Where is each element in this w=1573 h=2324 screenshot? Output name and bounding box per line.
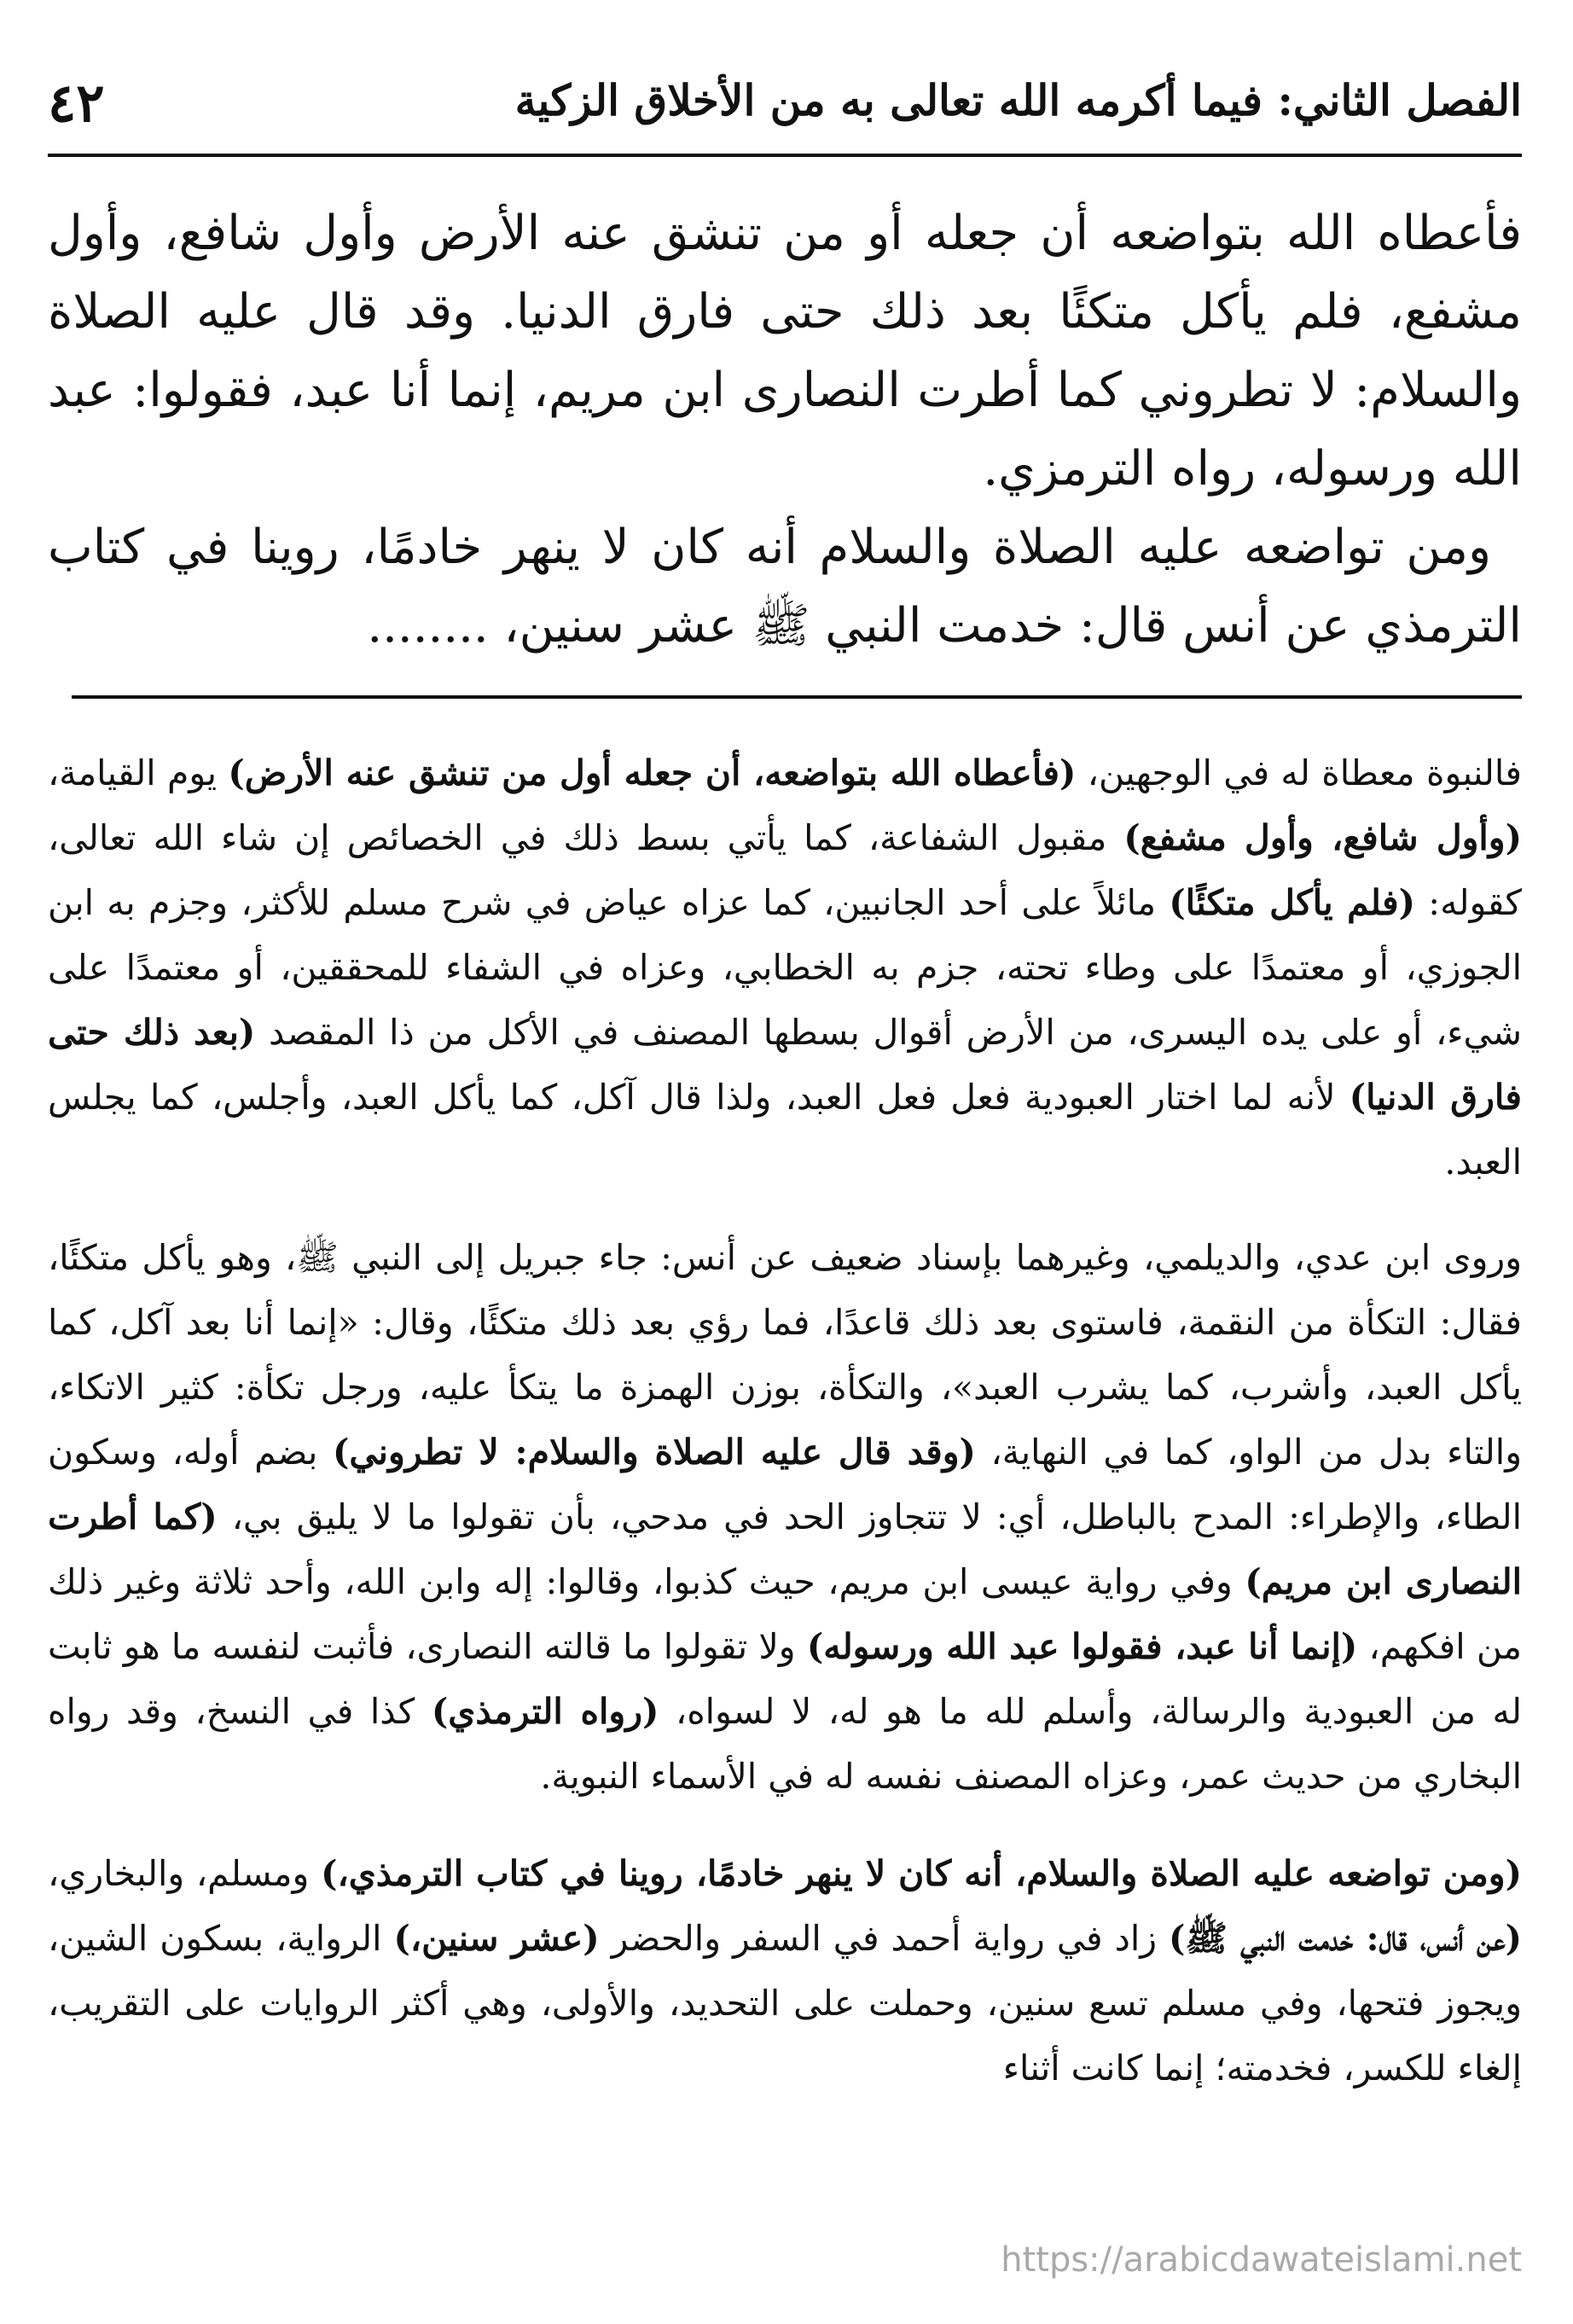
main-text-p1: فأعطاه الله بتواضعه أن جعله أو من تنشق عنه الأرض وأول شافع، وأول مشفع، فلم يأكل متكئًا بعد ذلك حتى فارق الدنيا. وقد قال عليه الصلاة والسلام: لا تطروني كما أطرت النصارى ابن مريم، إنما أنا عبد، فقولوا: عبد الله ورسوله، رواه الترمزي. (48, 206, 1522, 497)
commentary-segment: الرواية، بسكون الشين، ويجوز فتحها، وفي مسلم تسع سنين، وحملت على التحديد، والأولى، وهي أكثر الروايات على التقريب، إلغاء للكسر، فخدمته؛ إنما كانت أثناء (48, 1918, 1522, 2089)
commentary-paragraph (48, 1225, 1522, 1809)
main-text (48, 195, 1522, 665)
watermark-url: https://arabicdawateislami.net (1001, 2240, 1522, 2280)
commentary-segment: فالنبوة معطاة له في الوجهين، (1076, 752, 1522, 793)
separator-line (72, 695, 1522, 699)
quoted-main-text: (رواه الترمذي) (431, 1691, 659, 1732)
commentary-segment: وروى ابن عدي، والديلمي، وغيرهما بإسناد ضعيف عن أنس: جاء جبريل إلى النبي ﷺ، وهو يأكل متكئًا، فقال: التكأة من النقمة، فاستوى بعد ذلك قاعدًا، فما رؤي بعد ذلك متكئًا، وقال: «إنما أنا بعد آكل، كما يأكل العبد، وأشرب، كما يشرب العبد»، والتكأة، بوزن الهمزة ما يتكأ عليه، ورجل تكأة: كثير الاتكاء، والتاء بدل من الواو، كما في النهاية، (48, 1237, 1523, 1473)
commentary-segment: مقبول الشفاعة، كما يأتي بسط ذلك في الخصائص إن شاء الله تعالى، كقوله: (48, 817, 1522, 923)
quoted-main-text: (وقد قال عليه الصلاة والسلام: لا تطروني) (332, 1432, 976, 1473)
commentary-segment: وفي رواية عيسى ابن مريم، حيث كذبوا، وقالوا: إله وابن الله، وأحد ثلاثة وغير ذلك من افكهم، (48, 1561, 1522, 1667)
commentary-paragraph (48, 1841, 1522, 2100)
quoted-main-text: (فلم يأكل متكئًا) (1169, 882, 1415, 923)
commentary-segment: مائلاً على أحد الجانبين، كما عزاه عياض في شرح مسلم للأكثر، وجزم به ابن الجوزي، أو معتمدًا على وطاء تحته، جزم به الخطابي، وعزاه في الشفاء للمحققين، أو معتمدًا على شيء، أو على يده اليسرى، من الأرض أقوال بسطها المصنف في الأكل من ذا المقصد (48, 882, 1522, 1053)
commentary-segment: ولا تقولوا ما قالته النصارى، فأثبت لنفسه ما هو ثابت له من العبودية والرسالة، وأسلم لله ما هو له، لا لسواه، (48, 1626, 1522, 1732)
commentary-segment: بضم أوله، وسكون الطاء، والإطراء: المدح بالباطل، أي: لا تتجاوز الحد في مدحي، بأن تقولوا ما لا يليق بي، (48, 1432, 1523, 1537)
commentary-segment: ومسلم، والبخاري، (48, 1853, 322, 1894)
quoted-main-text: (ومن تواضعه عليه الصلاة والسلام، أنه كان لا ينهر خادمًا، روينا في كتاب الترمذي،) (321, 1853, 1522, 1894)
quoted-main-text: (عن أنس، قال: خدمت النبي ﷺ) (1169, 1918, 1523, 1959)
commentary-text (48, 741, 1522, 2133)
commentary-segment: يوم القيامة، (48, 752, 229, 793)
quoted-main-text: (وأول شافع، وأول مشفع) (1123, 817, 1522, 858)
commentary-segment: كذا في النسخ، وقد رواه البخاري من حديث عمر، وعزاه المصنف نفسه له في الأسماء النبوية. (48, 1691, 1522, 1797)
commentary-paragraph (48, 741, 1522, 1194)
quoted-main-text: (بعد ذلك حتى فارق الدنيا) (48, 1012, 1522, 1118)
quoted-main-text: (كما أطرت النصارى ابن مريم) (48, 1496, 1522, 1602)
commentary-segment: لأنه لما اختار العبودية فعل فعل العبد، ولذا قال آكل، كما يأكل العبد، وأجلس، كما يجلس العبد. (48, 1077, 1522, 1182)
page-number: ٤٢ (48, 72, 105, 134)
quoted-main-text: (عشر سنين،) (393, 1918, 600, 1959)
chapter-title: الفصل الثاني: فيما أكرمه الله تعالى به من الأخلاق الزكية (514, 75, 1522, 125)
page-header (48, 60, 1522, 157)
main-text-paragraph (48, 195, 1522, 508)
main-text-paragraph (48, 508, 1522, 665)
commentary-segment: زاد في رواية أحمد في السفر والحضر (599, 1918, 1169, 1959)
main-text-p2: ومن تواضعه عليه الصلاة والسلام أنه كان لا ينهر خادمًا، روينا في كتاب الترمذي عن أنس قال: خدمت النبي ﷺ عشر سنين، (48, 520, 1522, 654)
quoted-main-text: (إنما أنا عبد، فقولوا عبد الله ورسوله) (806, 1626, 1358, 1667)
quoted-main-text: (فأعطاه الله بتواضعه، أن جعله أول من تنشق عنه الأرض) (228, 752, 1077, 793)
continuation-dots: ........ (367, 598, 489, 654)
